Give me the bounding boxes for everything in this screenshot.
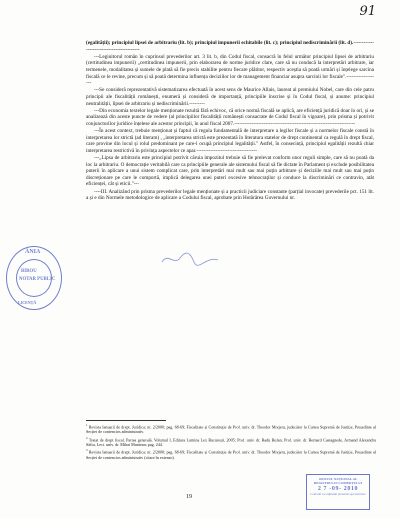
paragraph-legislator: ---Legiuitorul român în cuprinsul prevederilor art. 3 lit. b, din Codul fiscal, consacră în felul următor principiul lipsei de arbitrariu (certitudinea impunerii) „certitudinea impunerii, prin elaborarea de norme juridice clare, care să nu conducă la interpretări arbitrare, iar termenele, modalitatea și sumele de plată să fie precis stabilite pentru fiecare plătitor, respectiv aceștia să poată urmări și înțelege sarcina fiscală ce le revine, precum și să poată determina influența deciziilor lor de management financiar asupra sarcinii lor fiscale".------------------- <box>86 53 374 87</box>
footnote-2: $^2$ Tratat de drept fiscal, Partea generală. Volumul I, Editura Lumina Lex București, 2005; Prof. univ. dr. Radu Bufan, Prof. univ. dr. Bernard Castagnede, Armand Alexandru Săftu, Lect. univ. dr. Mihai Muntean; pag. 244. <box>86 435 376 447</box>
notary-stamp-mid-text-2: NOTAR PUBLIC <box>19 277 56 282</box>
signature-scribble <box>160 250 220 268</box>
document-body <box>86 40 374 202</box>
registry-stamp <box>306 474 370 510</box>
notary-stamp-bottom-text: LICENȚĂ <box>18 300 37 305</box>
handwritten-page-number: 91 <box>359 4 376 19</box>
paragraph-principles: (egalității); principiul lipsei de arbitrariu (lit. b); principiul impunerii echitabile (lit. c); principiul nediscriminării (lit. d).------------------------------------------- <box>86 40 374 53</box>
footer-page-number: 19 <box>186 494 192 500</box>
paragraph-arbitrariness: ---„Lipsa de arbitrariu este principiul potrivit căruia impozitul trebuie să fie prelevat conform unor reguli simple, care să nu poată da loc la arbitrariu. O democrație veritabilă care ca principiile generale ale sistemului fiscal să fie dictate în Parlament și exclude posibilitatea puterii în aplicare a unui sistem complicat care, prin interpretări mai mult sau mai puțin arbitrare și deciziile mai mult sau mai puțin discreționare pe care le comportă, implică delegarea unei puteri excesive tehnocraților și conduce la discriminări ce contravin, atât eficienței, cât și eticii."--- <box>86 155 374 188</box>
footnotes <box>86 420 376 461</box>
registry-stamp-note: Conform cu originalul prezentat spre înscriere <box>310 492 366 496</box>
paragraph-legal-texts: ---Din economia textelor legale menționate rezultă fără echivoc, că orice normă fiscală se aplică, are eficiență juridică doar în ori, și se analizează din aceste puncte de vedere (al principiilor fiscalității românești consacrate de Codul fiscal în vigoare), prin prisma și potrivit conjuncturilor juridice înțelese ale acestor principii, în anul fiscal 2007.---------------------------------------------------------------------- <box>86 107 374 127</box>
registry-stamp-title: OFICIUL NAȚIONAL AL REGISTRULUI COMERȚULUI <box>313 477 363 485</box>
paragraph-analysis: ----III. Analizând prin prisma prevederilor legale menționate și a practicii judiciare constante (parțial invocate) prevederile pct. 151 lit. a și e din Normele metodologice de aplicare a Codului fiscal, aprobate prin Hotărârea Guvernului nr. <box>86 188 374 202</box>
footnote-divider <box>86 420 166 421</box>
paragraph-allais: ---Se consideră reprezentativă sistematizarea efectuată în acest sens de Maurice Allais, laureat al premiului Nobel, care din cele patru principii ale fiscalității românești, enumeră și consideră de importanță, principiile înscrise și în Codul fiscal, și anume: principiul neutralității, lipsei de arbitrariu și nediscriminării.--------- <box>86 87 374 107</box>
notary-stamp <box>6 246 62 310</box>
paragraph-interpretation: ---În acest context, trebuie menționat și faptul că regula fundamentală de interpretare a legilor fiscale și a normelor fiscale constă în interpretarea lor strictă (ad literam) , „interpretarea strictă este prezentată în literatura statelor de drept continental ca regulă în drept fiscal, care provine din locul și rolul predominant pe care-l ocupă principiul legalității." Astfel, în consecință, principiul egalității rezultă chiar interpretarea restrictivă în privința aspectelor ce apar.----------------------------------- <box>86 128 374 154</box>
registry-stamp-date: 2 7 -09- 2010 <box>317 486 359 492</box>
notary-stamp-mid-text: BIROU <box>21 269 37 274</box>
notary-stamp-top-text: ÂNIA <box>25 249 41 255</box>
footnote-3: $^3$ Revista Ianuarii de drept. Juridica; nr. 2/2000; pag. 68-69; Fiscalitate și Constituție de Prof. univ. dr. Theodor Mrejeru, judecător la Curtea Supremă de Justiție, Președinte al Secției de contencios administrativ (citare în extenso). <box>86 448 376 460</box>
footnote-1: $^1$ Revista Ianuarii de drept. Juridica; nr. 2/2000; pag. 68-69; Fiscalitate și Constituție de Prof. univ. dr. Theodor Mrejeru, judecător la Curtea Supremă de Justiție, Președinte al Secției de contencios administrativ. <box>86 423 376 435</box>
